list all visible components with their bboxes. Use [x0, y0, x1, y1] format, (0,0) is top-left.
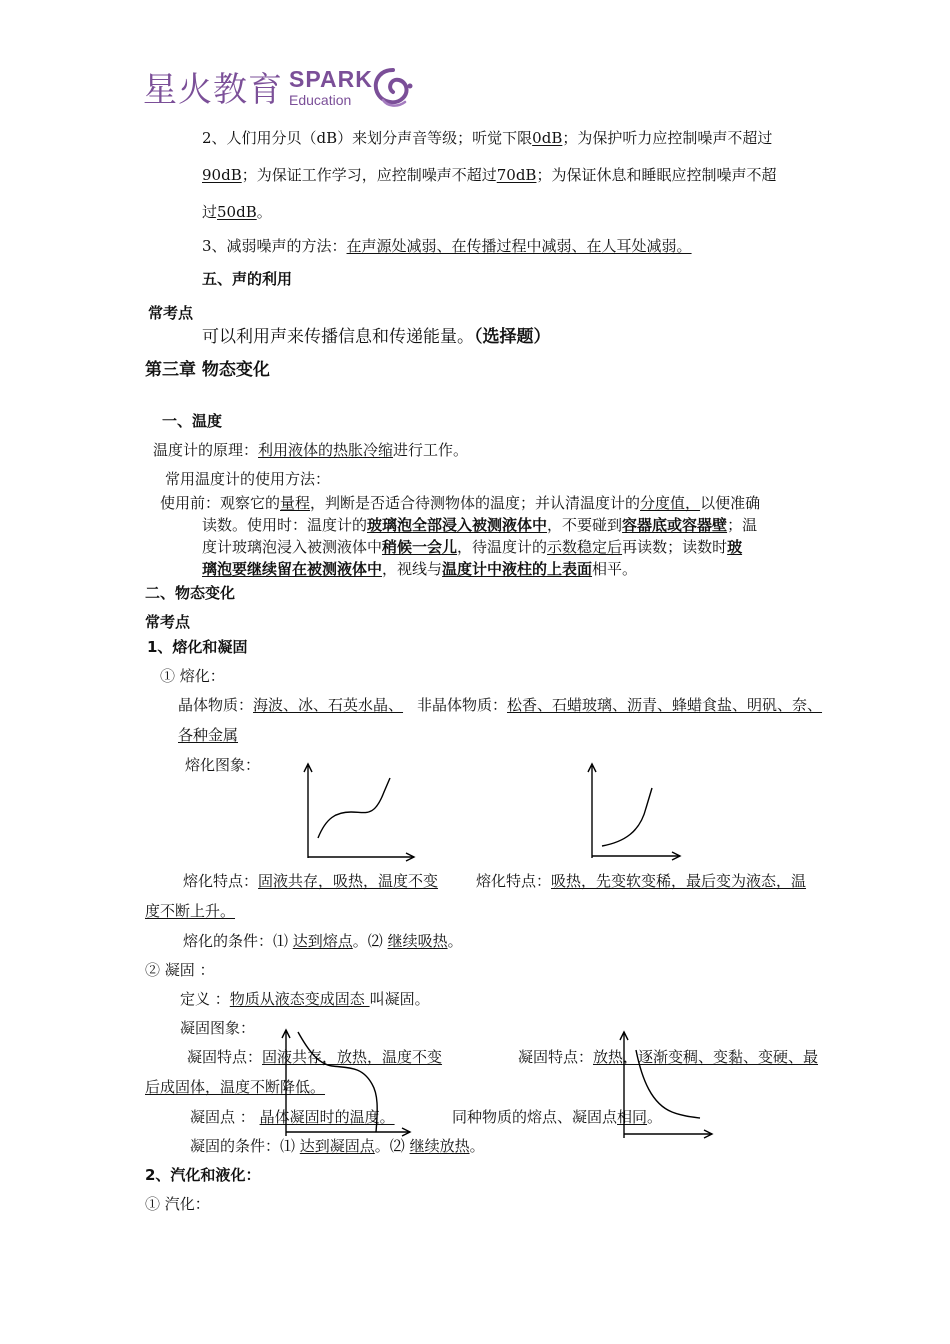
division-term: 分度值， — [640, 494, 701, 512]
text: 读数。使用时：温度计的 — [202, 516, 368, 534]
hearing-threshold: 0dB — [532, 129, 563, 147]
usage-line-2 — [202, 515, 757, 535]
sleep-limit: 50dB — [217, 203, 257, 221]
heading-vaporization: 2、汽化和液化： — [145, 1166, 261, 1184]
solidify-point-answer: 晶体凝固时的温度。 — [259, 1108, 395, 1126]
melting-feature-crystal — [183, 871, 438, 891]
hearing-limit: 90dB — [202, 166, 242, 184]
solidifying-subheading: ② 凝固 ： — [145, 961, 215, 979]
same-answer: 相同 — [617, 1108, 648, 1126]
decibel-line-2 — [202, 165, 776, 185]
key-point: 稍候一会儿 — [382, 538, 458, 556]
metals-line: 各种金属 — [178, 726, 239, 744]
crystal-examples: 海波、冰、石英水晶、 — [253, 696, 404, 714]
definition-answer: 物质从液态变成固态 — [229, 990, 370, 1008]
logo-chinese-text: 星火教育 — [143, 70, 283, 110]
text: 叫凝固。 — [369, 990, 430, 1008]
melting-conditions — [183, 931, 463, 951]
text: 。⑵ — [352, 932, 388, 950]
usage-line-3 — [202, 537, 742, 557]
text: 。 — [469, 1137, 485, 1155]
thermometer-principle — [153, 440, 468, 460]
text: 晶体物质： — [178, 696, 254, 714]
range-term: 量程 — [280, 494, 311, 512]
text: 再读数；读数时 — [622, 538, 728, 556]
melting-graph-label: 熔化图象： — [185, 756, 261, 774]
logo-spark-text: SPARK — [289, 66, 373, 92]
text: 以便准确 — [700, 494, 761, 512]
text: 熔化的条件：⑴ — [183, 932, 293, 950]
text: 可以利用声来传播信息和传递能量。 — [202, 327, 474, 347]
sound-use-line — [202, 327, 551, 347]
text: ，待温度计的 — [457, 538, 548, 556]
crystal-solidify-curve — [298, 1032, 377, 1132]
amorphous-solidify-graph — [616, 1030, 716, 1140]
text: 。 — [447, 932, 463, 950]
heading-state-change: 二、物态变化 — [145, 584, 236, 602]
text: 同种物质的熔点、凝固点 — [452, 1108, 618, 1126]
chapter-title: 第三章 物态变化 — [145, 360, 270, 380]
amorphous-line — [417, 695, 822, 715]
heading-common-point-2: 常考点 — [145, 613, 191, 631]
text: 。⑵ — [374, 1137, 410, 1155]
melting-subheading: ① 熔化： — [160, 667, 225, 685]
text: 相平。 — [592, 560, 638, 578]
text: ，视线与 — [382, 560, 443, 578]
solidify-graph-label: 凝固图象： — [180, 1019, 256, 1037]
text: 2、人们用分贝（dB）来划分声音等级；听觉下限 — [202, 129, 533, 147]
work-limit: 70dB — [496, 166, 537, 184]
amorphous-feature: 吸热，先变软变稀，最后变为液态，温 — [551, 872, 807, 890]
decibel-line-3 — [202, 202, 272, 222]
text: 凝固特点： — [187, 1048, 263, 1066]
text: 凝固的条件：⑴ — [190, 1137, 300, 1155]
heading-sound-use: 五、声的利用 — [202, 270, 293, 288]
text: 度计玻璃泡浸入被测液体中 — [202, 538, 383, 556]
question-type-tag: （选择题） — [474, 327, 551, 347]
amorphous-melting-graph — [584, 762, 684, 862]
text: 过 — [202, 203, 218, 221]
logo-education-text: Education — [289, 92, 352, 108]
logo — [143, 62, 423, 114]
text: ；为保证休息和睡眠应控制噪声不超 — [536, 166, 777, 184]
usage-line-1 — [160, 493, 760, 513]
key-point: 容器底或容器壁 — [622, 516, 728, 534]
text: 非晶体物质： — [417, 696, 508, 714]
heading-melting-solidifying: 1、熔化和凝固 — [147, 638, 248, 656]
melting-feature-amorphous-cont: 度不断上升。 — [145, 902, 236, 920]
condition-2: 继续放热 — [409, 1137, 470, 1155]
crystal-solidify-graph — [278, 1028, 414, 1140]
text: ；温 — [727, 516, 758, 534]
text: 定义 ： — [180, 990, 230, 1008]
key-point: 温度计中液柱的上表面 — [442, 560, 593, 578]
key-point: 玻璃泡全部浸入被测液体中 — [367, 516, 548, 534]
amorphous-melting-curve — [602, 788, 652, 846]
condition-1: 达到凝固点 — [299, 1137, 375, 1155]
text: 熔化特点： — [183, 872, 259, 890]
heading-temperature: 一、温度 — [162, 412, 223, 430]
text: ，不要碰到 — [547, 516, 623, 534]
noise-reduction-methods: 在声源处减弱、在传播过程中减弱、在人耳处减弱。 — [346, 237, 692, 255]
text: 凝固特点： — [518, 1048, 594, 1066]
text: 使用前：观察它的 — [160, 494, 281, 512]
text: 凝固点 ： — [190, 1108, 255, 1126]
crystal-feature: 固液共存，吸热，温度不变 — [258, 872, 439, 890]
text: 温度计的原理： — [153, 441, 259, 459]
text: 熔化特点： — [476, 872, 552, 890]
spark-swirl-icon — [369, 66, 417, 110]
key-point: 示数稳定后 — [547, 538, 623, 556]
vaporization-subheading: ① 汽化： — [145, 1195, 210, 1213]
melting-feature-amorphous — [476, 871, 806, 891]
usage-method-title: 常用温度计的使用方法： — [165, 470, 331, 488]
amorphous-solidify-curve — [636, 1050, 700, 1118]
text: 进行工作。 — [393, 441, 469, 459]
text: ；为保护听力应控制噪声不超过 — [562, 129, 773, 147]
usage-line-4 — [202, 559, 637, 579]
key-point: 玻 — [727, 538, 743, 556]
principle-answer: 利用液体的热胀冷缩 — [258, 441, 394, 459]
crystal-solidify-feature: 固液共存，放热，温度不变 — [262, 1048, 443, 1066]
decibel-line-1 — [202, 128, 772, 148]
text: ；为保证工作学习，应控制噪声不超过 — [241, 166, 497, 184]
key-point: 璃泡要继续留在被测液体中 — [202, 560, 383, 578]
text: 。 — [256, 203, 272, 221]
text: 。 — [647, 1108, 663, 1126]
crystal-line — [178, 695, 403, 715]
text: 3、减弱噪声的方法： — [202, 237, 347, 255]
condition-1: 达到熔点 — [292, 932, 353, 950]
text: ，判断是否适合待测物体的温度；并认清温度计的 — [310, 494, 641, 512]
crystal-melting-curve — [318, 778, 390, 838]
condition-2: 继续吸热 — [387, 932, 448, 950]
noise-reduction-line — [202, 236, 692, 256]
amorphous-examples: 松香、石蜡玻璃、沥青、蜂蜡食盐、明矾、奈、 — [507, 696, 823, 714]
crystal-melting-graph — [296, 762, 418, 862]
heading-common-point: 常考点 — [148, 304, 194, 322]
solidify-definition — [180, 989, 430, 1009]
solidify-feature-amorphous-cont: 后成固体，温度不断降低。 — [145, 1078, 326, 1096]
amorphous-solidify-feature: 放热，逐渐变稠、变黏、变硬、最 — [593, 1048, 819, 1066]
